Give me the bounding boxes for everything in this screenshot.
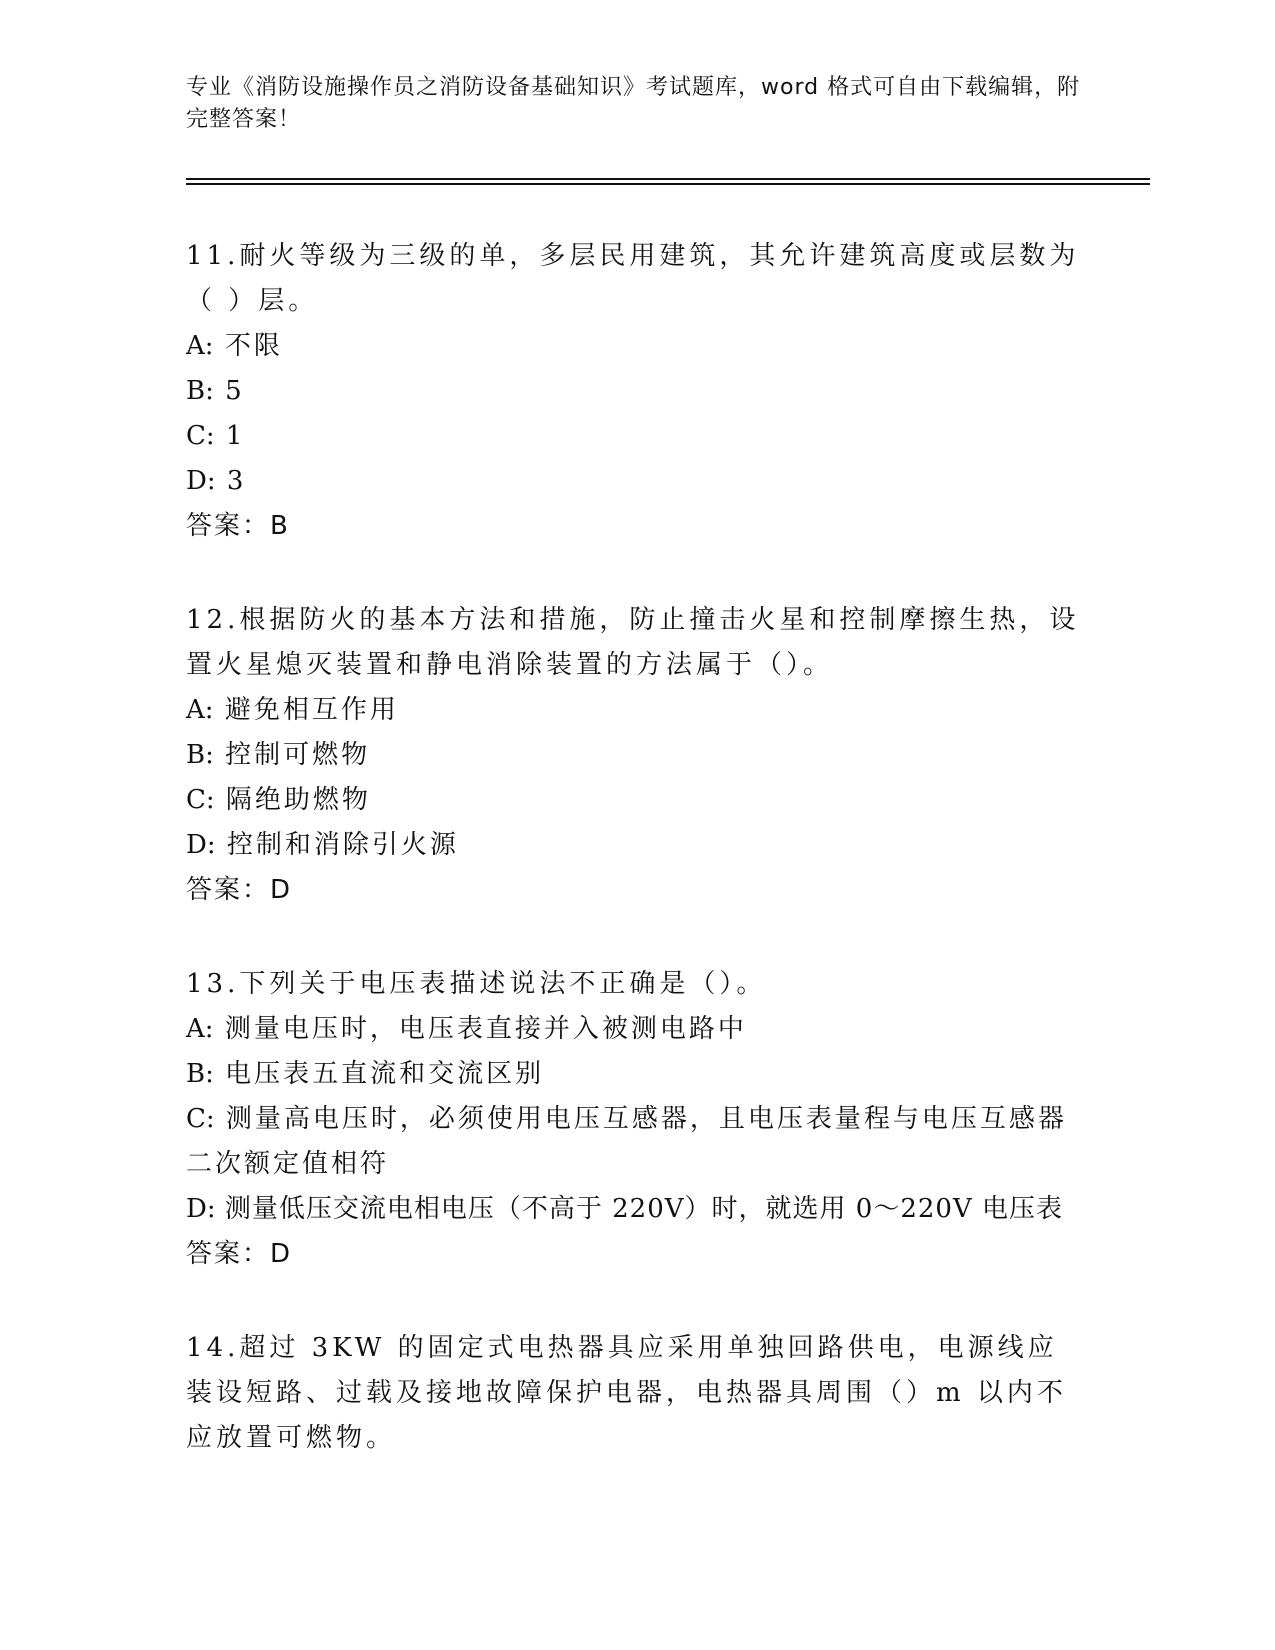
question-12: [186, 598, 1086, 913]
answer-line: 答案：D: [186, 1239, 293, 1269]
option-label: C:: [186, 1104, 215, 1134]
option-label: D:: [186, 466, 216, 496]
question-text: 12.根据防火的基本方法和措施，防止撞击火星和控制摩擦生热，设置火星熄灭装置和静电消除装置的方法属于（）。: [186, 605, 1080, 680]
option-d: [186, 459, 1086, 504]
option-c: [186, 1097, 1086, 1187]
option-a: [186, 1007, 1086, 1052]
option-c: [186, 778, 1086, 823]
option-text: 电压表五直流和交流区别: [225, 1059, 545, 1089]
option-text: 避免相互作用: [224, 695, 399, 725]
option-label: D:: [186, 830, 216, 860]
option-label: C:: [186, 421, 215, 451]
option-b: [186, 733, 1086, 778]
option-text: 3: [226, 466, 247, 496]
option-text: 控制和消除引火源: [226, 830, 459, 860]
question-text: 14.超过 3KW 的固定式电热器具应采用单独回路供电，电源线应装设短路、过载及接地故障保护电器，电热器具周围（）m 以内不应放置可燃物。: [186, 1333, 1067, 1453]
question-13: [186, 962, 1086, 1277]
option-d: [186, 1187, 1086, 1232]
option-text: 不限: [224, 331, 283, 361]
option-d: [186, 823, 1086, 868]
option-label: B:: [186, 740, 214, 770]
option-text: 测量电压时，电压表直接并入被测电路中: [224, 1014, 747, 1044]
header-rule-bottom: [186, 183, 1150, 185]
option-text: 测量低压交流电相电压（不高于 220V）时，就选用 0～220V 电压表: [224, 1194, 1064, 1224]
option-label: A:: [186, 1014, 214, 1044]
option-label: D:: [186, 1194, 216, 1224]
option-label: A:: [186, 695, 214, 725]
option-text: 隔绝助燃物: [225, 785, 371, 815]
option-text: 5: [225, 376, 245, 406]
option-text: 1: [225, 421, 246, 451]
option-text: 测量高电压时，必须使用电压互感器，且电压表量程与电压互感器二次额定值相符: [186, 1104, 1067, 1179]
answer-line: 答案：B: [186, 511, 290, 541]
option-label: B:: [186, 376, 214, 406]
option-b: [186, 1052, 1086, 1097]
option-a: [186, 324, 1086, 369]
answer-line: 答案：D: [186, 875, 293, 905]
option-text: 控制可燃物: [225, 740, 371, 770]
header-rule-top: [186, 178, 1150, 180]
option-label: A:: [186, 331, 214, 361]
option-c: [186, 414, 1086, 459]
document-header: 专业《消防设施操作员之消防设备基础知识》考试题库，word 格式可自由下载编辑，附完整答案！: [186, 75, 1081, 132]
option-a: [186, 688, 1086, 733]
question-text: 11.耐火等级为三级的单，多层民用建筑，其允许建筑高度或层数为（ ）层。: [186, 241, 1080, 316]
question-text: 13.下列关于电压表描述说法不正确是（）。: [186, 969, 767, 999]
option-label: C:: [186, 785, 215, 815]
question-11: [186, 234, 1086, 549]
option-label: B:: [186, 1059, 214, 1089]
question-14: [186, 1326, 1086, 1461]
option-b: [186, 369, 1086, 414]
